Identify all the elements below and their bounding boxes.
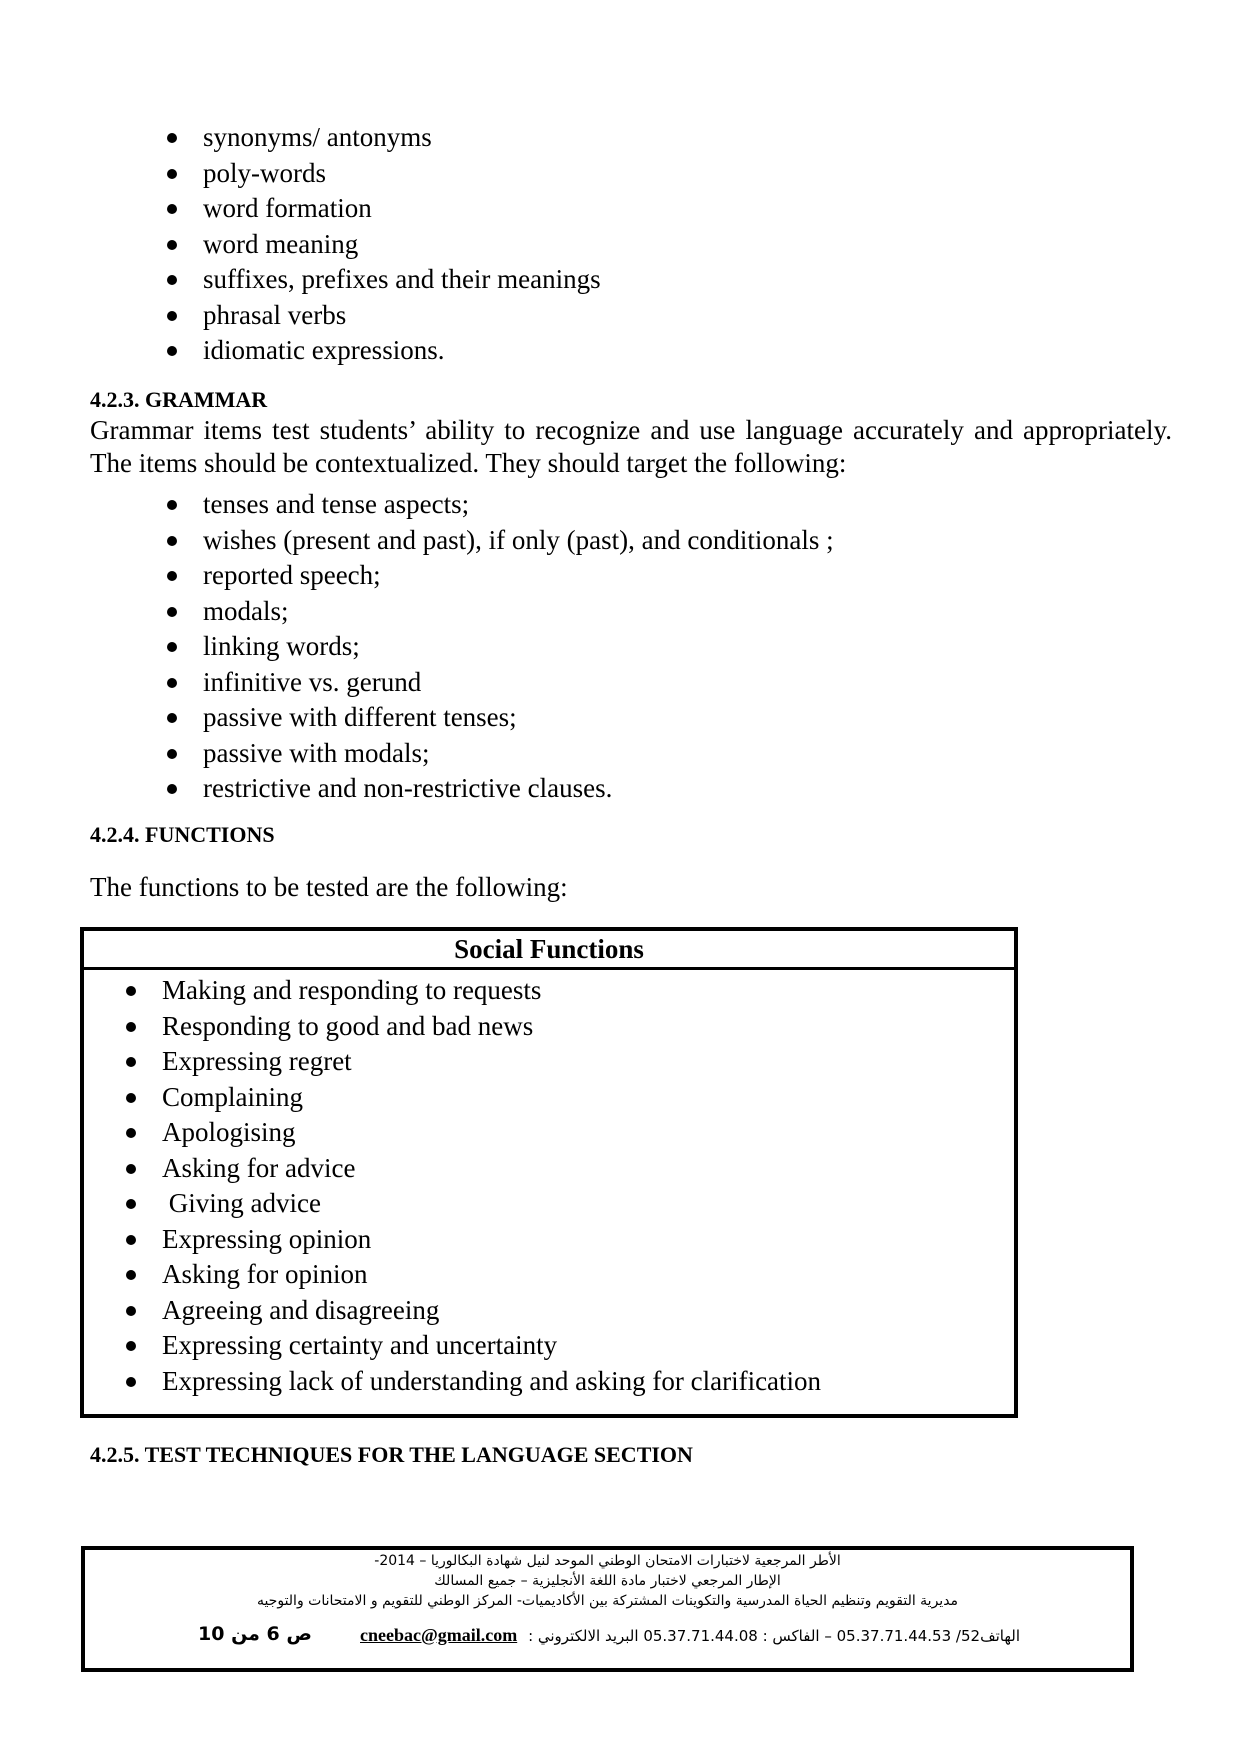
- list-item: Complaining: [122, 1080, 821, 1116]
- list-item: Expressing lack of understanding and asking for clarification: [122, 1364, 821, 1400]
- list-item: Expressing certainty and uncertainty: [122, 1328, 821, 1364]
- functions-heading: 4.2.4. FUNCTIONS: [90, 822, 275, 847]
- grammar-paragraph: Grammar items test students’ ability to recognize and use language accurately and appropriately. The items should be contextualized. They should target the following:: [90, 415, 1172, 478]
- list-item: poly-words: [163, 156, 601, 192]
- list-item: Making and responding to requests: [122, 973, 821, 1009]
- list-item: Agreeing and disagreeing: [122, 1293, 821, 1329]
- list-item: suffixes, prefixes and their meanings: [163, 262, 601, 298]
- list-item: Giving advice: [122, 1186, 821, 1222]
- list-item: infinitive vs. gerund: [163, 665, 834, 701]
- footer-line-3: مديرية التقويم وتنظيم الحياة المدرسية والتكوينات المشتركة بين الأكاديميات- المركز الوطني للتقويم و الامتحانات والتوجيه: [256, 1593, 959, 1609]
- list-item: Expressing opinion: [122, 1222, 821, 1258]
- footer-contact: [85, 1623, 1130, 1651]
- list-item: word formation: [163, 191, 601, 227]
- list-item: word meaning: [163, 227, 601, 263]
- list-item: idiomatic expressions.: [163, 333, 601, 369]
- list-item: phrasal verbs: [163, 298, 601, 334]
- list-item: Responding to good and bad news: [122, 1009, 821, 1045]
- footer-line-2: الإطار المرجعي لاختبار مادة اللغة الأنجليزية – جميع المسالك: [434, 1573, 781, 1589]
- list-item: passive with modals;: [163, 736, 834, 772]
- social-functions-list: [122, 973, 821, 1399]
- footer-contact-text: الهاتف52/ 05.37.71.44.53 – الفاكس : 05.37.71.44.08 البريد الالكتروني :: [528, 1627, 1020, 1645]
- list-item: Apologising: [122, 1115, 821, 1151]
- list-item: restrictive and non-restrictive clauses.: [163, 771, 834, 807]
- vocabulary-list: [163, 120, 601, 369]
- grammar-heading: 4.2.3. GRAMMAR: [90, 387, 268, 412]
- footer-line-1: الأطر المرجعية لاختبارات الامتحان الوطني الموحد لنيل شهادة البكالوريا – 2014-: [374, 1553, 841, 1569]
- list-item: Asking for advice: [122, 1151, 821, 1187]
- list-item: passive with different tenses;: [163, 700, 834, 736]
- list-item: reported speech;: [163, 558, 834, 594]
- list-item: tenses and tense aspects;: [163, 487, 834, 523]
- list-item: modals;: [163, 594, 834, 630]
- social-functions-table: [80, 927, 1018, 1418]
- list-item: synonyms/ antonyms: [163, 120, 601, 156]
- grammar-list: [163, 487, 834, 807]
- table-title: Social Functions: [84, 931, 1014, 970]
- page-footer: [81, 1546, 1134, 1672]
- list-item: Asking for opinion: [122, 1257, 821, 1293]
- footer-email-link[interactable]: cneebac@gmail.com: [360, 1625, 518, 1645]
- test-techniques-heading: 4.2.5. TEST TECHNIQUES FOR THE LANGUAGE SECTION: [90, 1442, 693, 1467]
- page-number: ص 6 من 10: [198, 1623, 312, 1645]
- functions-intro: The functions to be tested are the following:: [90, 872, 568, 902]
- list-item: Expressing regret: [122, 1044, 821, 1080]
- list-item: wishes (present and past), if only (past), and conditionals ;: [163, 523, 834, 559]
- list-item: linking words;: [163, 629, 834, 665]
